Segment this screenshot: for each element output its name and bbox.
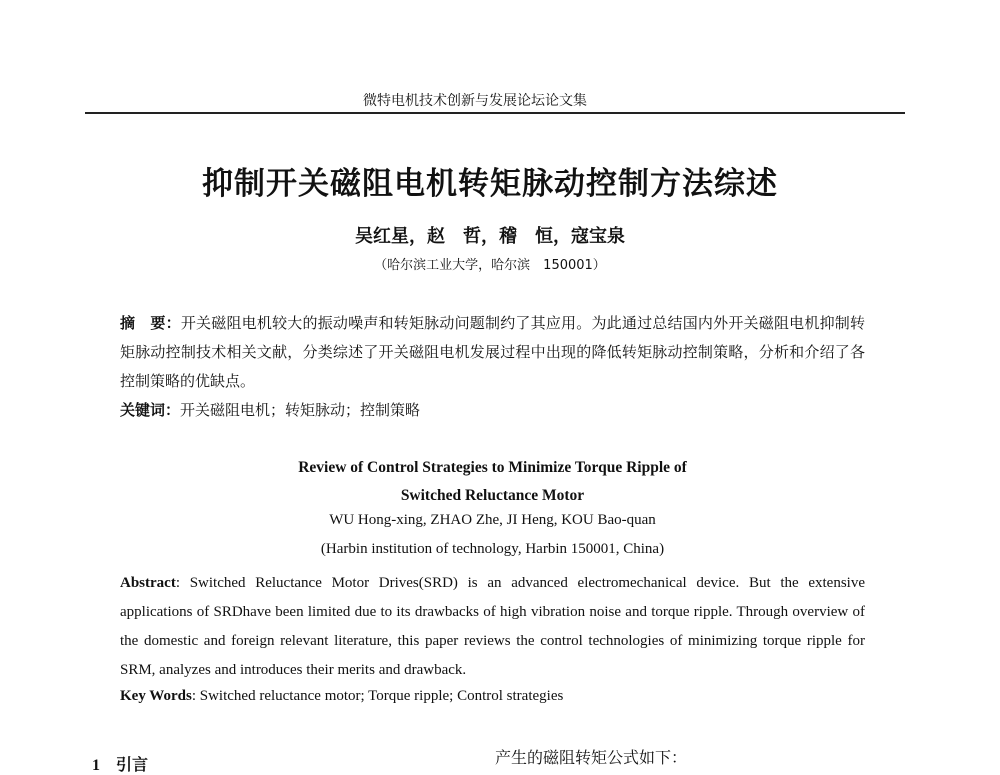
authors-cn: 吴红星，赵 哲，稽 恒，寇宝泉 [355, 226, 625, 247]
keywords-cn [120, 396, 865, 425]
keywords-cn-label: 关键词： [120, 401, 181, 419]
abstract-cn [120, 309, 865, 425]
affiliation-en: (Harbin institution of technology, Harbin 150001, China) [320, 541, 665, 557]
keywords-en-label: Key Words [120, 688, 192, 704]
authors-en: WU Hong-xing, ZHAO Zhe, JI Heng, KOU Bao-quan [329, 512, 656, 528]
header-rule [85, 112, 905, 114]
section-heading-partial: 1 引言 [92, 757, 149, 774]
body-text-partial: 产生的磁阻转矩公式如下： [495, 748, 688, 767]
running-header: 微特电机技术创新与发展论坛论文集 [363, 93, 587, 109]
keywords-en [120, 688, 865, 705]
abstract-en-text: : Switched Reluctance Motor Drives(SRD) is an advanced electromechanical device. But the extensive applications of SRDhave been limited due to its drawbacks of high vibration noise and torque ripple. Through overview of the domestic and foreign relevant literature, this paper reviews the control technologies of minimizing torque ripple for SRM, analyzes and introduces their merits and drawback. [120, 575, 865, 678]
abstract-cn-label: 摘 要： [120, 314, 181, 332]
abstract-cn-text: 开关磁阻电机较大的振动噪声和转矩脉动问题制约了其应用。为此通过总结国内外开关磁阻电机抑制转矩脉动控制技术相关文献，分类综述了开关磁阻电机发展过程中出现的降低转矩脉动控制策略，分析和介绍了各控制策略的优缺点。 [120, 314, 865, 390]
paper-title-en [0, 454, 985, 510]
paper-title-cn: 抑制开关磁阻电机转矩脉动控制方法综述 [202, 166, 778, 202]
keywords-cn-text: 开关磁阻电机；转矩脉动；控制策略 [180, 401, 421, 419]
abstract-cn-paragraph [120, 309, 865, 396]
abstract-en [120, 569, 865, 685]
abstract-en-label: Abstract [120, 575, 176, 591]
title-en-line2: Switched Reluctance Motor [400, 487, 585, 504]
affiliation-cn: （哈尔滨工业大学，哈尔滨 150001） [374, 258, 606, 273]
title-en-line1: Review of Control Strategies to Minimize Torque Ripple of [298, 459, 687, 476]
keywords-en-text: : Switched reluctance motor; Torque ripple; Control strategies [191, 688, 564, 704]
